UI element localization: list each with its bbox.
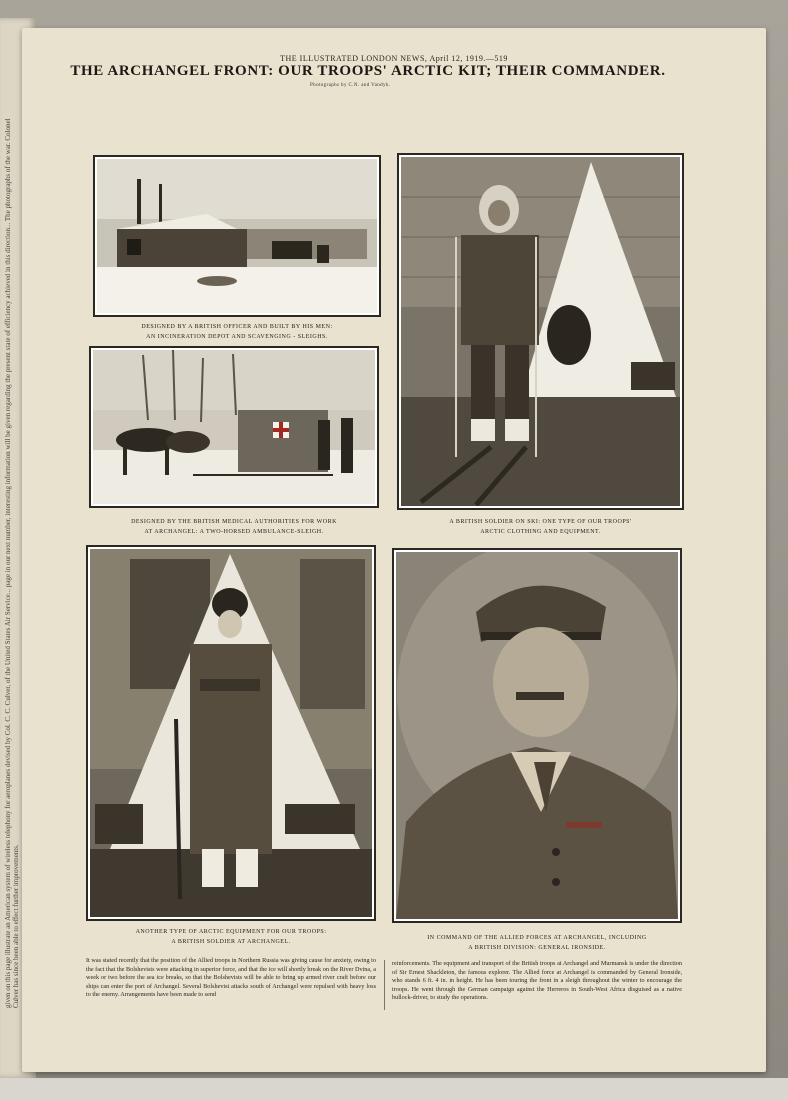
caption-ambulance-line-2: AT ARCHANGEL: A TWO-HORSED AMBULANCE-SLEIGH. bbox=[144, 529, 324, 535]
display-shelf bbox=[0, 1078, 788, 1100]
caption-soldier-line-1: ANOTHER TYPE OF ARCTIC EQUIPMENT FOR OUR TROOPS: bbox=[135, 929, 327, 935]
caption-ambulance-sleigh bbox=[89, 517, 379, 537]
photo-soldier-at-archangel bbox=[86, 545, 376, 921]
caption-ski-line-1: A BRITISH SOLDIER ON SKI: ONE TYPE OF OUR TROOPS' bbox=[449, 519, 632, 525]
photo-general-ironside bbox=[392, 548, 682, 923]
photo-incineration-depot bbox=[93, 155, 381, 317]
general-ironside-portrait bbox=[396, 552, 678, 919]
photo-credit: Photographs by C.N. and Vandyk. bbox=[310, 83, 391, 88]
photo-soldier-on-ski bbox=[397, 153, 684, 510]
caption-soldier-line-2: A BRITISH SOLDIER AT ARCHANGEL. bbox=[171, 939, 291, 945]
incineration-depot-image bbox=[97, 159, 377, 313]
caption-soldier-on-ski bbox=[397, 517, 684, 537]
caption-ski-line-2: ARCTIC CLOTHING AND EQUIPMENT. bbox=[480, 529, 601, 535]
caption-incineration-line-1: DESIGNED BY A BRITISH OFFICER AND BUILT BY HIS MEN: bbox=[141, 324, 333, 330]
article-column-right: reinforcements. The equipment and transport of the British troops at Archangel and Murmansk is under the direction of Sir Ernest Shackleton, the famous explorer. The Allied force at Archangel is commanded by General Ironside, who stands 6 ft. 4 in. in height. He has been touring the front in a sleigh throughout the winter to encourage the troops. He went through the German campaign against the Herreros in South-West Africa disguised as a native bullock-driver, to study the operations. bbox=[392, 960, 682, 1002]
caption-ironside-line-2: A BRITISH DIVISION: GENERAL IRONSIDE. bbox=[468, 945, 606, 951]
soldier-at-archangel-image bbox=[90, 549, 372, 917]
photo-ambulance-sleigh bbox=[89, 346, 379, 508]
caption-general-ironside bbox=[392, 933, 682, 953]
article-column-left: It was stated recently that the position of the Allied troops in Northern Russia was giving cause for anxiety, owing to the fact that the Bolshevists were attacking in superior force, and that the ice will shortly break on the River Dvina, a week or two before the sea ice breaks, so that the Bolshevists will be able to bring up armed river craft before our ships can enter the port of Archangel. Several Bolshevist attacks south of Archangel were repulsed with heavy loss to the enemy. Arrangements have been made to send bbox=[86, 957, 376, 999]
column-divider bbox=[384, 960, 385, 1010]
caption-incineration-line-2: AN INCINERATION DEPOT AND SCAVENGING - SLEIGHS. bbox=[146, 334, 328, 340]
previous-page-text: given on this page illustrate an American system of wireless telephony for aeroplanes devised by Col. C. C. Culver, of the United States Air Service... page in our next number, interesting information will be given regarding the present state of efficiency achieved in this direction... The photographs of the war. Colonel Culver has since been able to effect further improvements. bbox=[4, 118, 20, 1008]
ambulance-sleigh-image bbox=[93, 350, 375, 504]
caption-soldier-at-archangel bbox=[86, 927, 376, 947]
caption-incineration-depot bbox=[93, 322, 381, 342]
caption-ironside-line-1: IN COMMAND OF THE ALLIED FORCES AT ARCHANGEL, INCLUDING bbox=[427, 935, 647, 941]
soldier-on-ski-image bbox=[401, 157, 680, 506]
page-headline: THE ARCHANGEL FRONT: OUR TROOPS' ARCTIC KIT; THEIR COMMANDER. bbox=[70, 63, 666, 79]
caption-ambulance-line-1: DESIGNED BY THE BRITISH MEDICAL AUTHORITIES FOR WORK bbox=[131, 519, 337, 525]
page-header: THE ILLUSTRATED LONDON NEWS, April 12, 1919.—519 bbox=[280, 54, 508, 63]
